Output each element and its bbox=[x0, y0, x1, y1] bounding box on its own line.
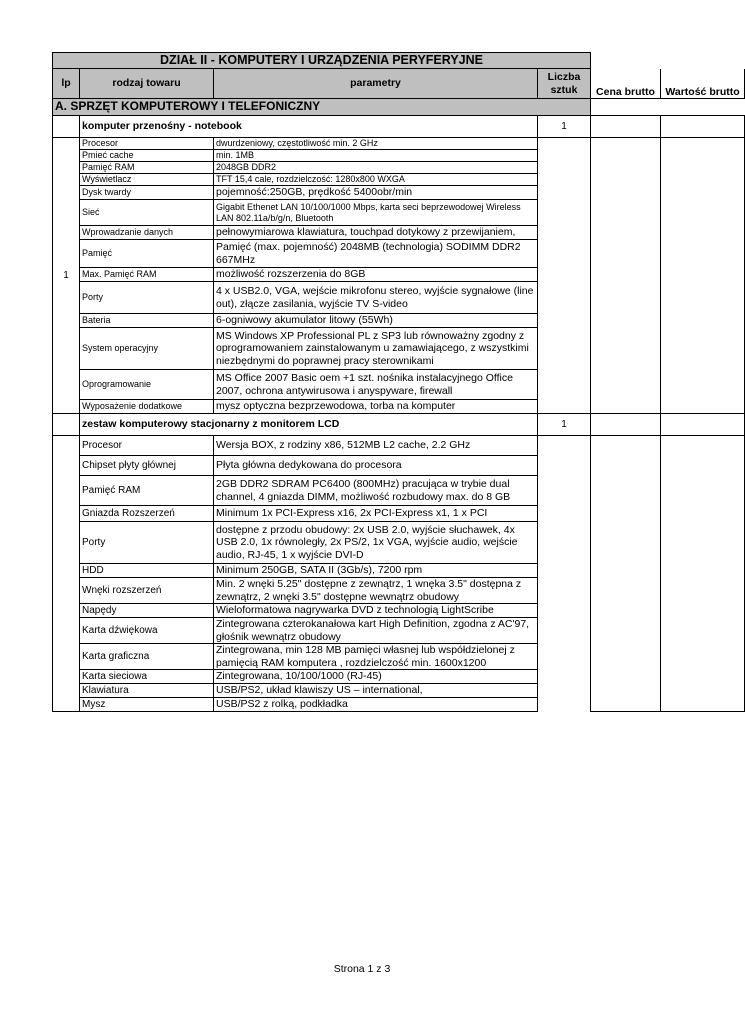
group-name: zestaw komputerowy stacjonarny z monitorem LCD bbox=[80, 414, 538, 436]
param-label: Wprowadzanie danych bbox=[80, 226, 214, 240]
value-cell bbox=[661, 138, 745, 414]
param-label: Procesor bbox=[80, 138, 214, 150]
group-name: komputer przenośny - notebook bbox=[80, 116, 538, 138]
param-label: Wyposażenie dodatkowe bbox=[80, 400, 214, 414]
param-value: Minimum 1x PCI-Express x16, 2x PCI-Express x1, 1 x PCI bbox=[214, 506, 538, 522]
table-title: DZIAŁ II - KOMPUTERY I URZĄDZENIA PERYFERYJNE bbox=[53, 53, 591, 69]
param-value: Zintegrowana, min 128 MB pamięci własnej lub współdzielonej z pamięcią RAM komputera , rozdzielczość min. 1600x1200 bbox=[214, 644, 538, 670]
group-header-row bbox=[53, 414, 745, 436]
param-label: Porty bbox=[80, 522, 214, 564]
param-value: mysz optyczna bezprzewodowa, torba na komputer bbox=[214, 400, 538, 414]
group-value-cell bbox=[661, 116, 745, 138]
param-value: MS Windows XP Professional PL z SP3 lub równoważny zgodny z oprogramowaniem zainstalowanym u zamawiającego, z wszystkimi niezbędnymi do poprawnej pracy sterownikami bbox=[214, 328, 538, 370]
lp-cell bbox=[53, 436, 80, 712]
param-label: Pamięć RAM bbox=[80, 476, 214, 506]
param-label: Pmieć cache bbox=[80, 150, 214, 162]
group-header-row bbox=[53, 116, 745, 138]
param-value: dwurdzeniowy, częstotliwość min. 2 GHz bbox=[214, 138, 538, 150]
group-value-cell bbox=[661, 414, 745, 436]
param-label: Sieć bbox=[80, 200, 214, 226]
param-label: Pamięć RAM bbox=[80, 162, 214, 174]
param-value: Zintegrowana czterokanałowa kart High Definition, zgodna z AC'97, głośnik wewnątrz obudowy bbox=[214, 618, 538, 644]
param-label: Mysz bbox=[80, 698, 214, 712]
param-label: Porty bbox=[80, 282, 214, 314]
lp-cell: 1 bbox=[53, 138, 80, 414]
group-price-cell bbox=[591, 116, 661, 138]
param-value: MS Office 2007 Basic oem +1 szt. nośnika instalacyjnego Office 2007, ochrona antywirusowa i anyspyware, firewall bbox=[214, 370, 538, 400]
param-value: USB/PS2, układ klawiszy US – international, bbox=[214, 684, 538, 698]
param-label: Klawiatura bbox=[80, 684, 214, 698]
value-cell bbox=[661, 436, 745, 712]
group-price-cell bbox=[591, 414, 661, 436]
section-title: A. SPRZĘT KOMPUTEROWY I TELEFONICZNY bbox=[53, 99, 591, 116]
param-value: możliwość rozszerzenia do 8GB bbox=[214, 268, 538, 282]
param-label: Oprogramowanie bbox=[80, 370, 214, 400]
param-label: Pamięć bbox=[80, 240, 214, 268]
header-liczba: Liczba sztuk bbox=[538, 69, 591, 99]
param-value: Wieloformatowa nagrywarka DVD z technologią LightScribe bbox=[214, 604, 538, 618]
table-row bbox=[53, 436, 745, 456]
param-value: Wersja BOX, z rodziny x86, 512MB L2 cache, 2.2 GHz bbox=[214, 436, 538, 456]
group-qty: 1 bbox=[538, 414, 591, 436]
param-label: Karta sieciowa bbox=[80, 670, 214, 684]
param-label: Bateria bbox=[80, 314, 214, 328]
param-value: 2GB DDR2 SDRAM PC6400 (800MHz) pracująca w trybie dual channel, 4 gniazda DIMM, możliwość rozbudowy max. do 8 GB bbox=[214, 476, 538, 506]
header-rodzaj: rodzaj towaru bbox=[80, 69, 214, 99]
param-label: Karta dźwiękowa bbox=[80, 618, 214, 644]
param-value: 6-ogniwowy akumulator litowy (55Wh) bbox=[214, 314, 538, 328]
param-label: Procesor bbox=[80, 436, 214, 456]
param-label: Wnęki rozszerzeń bbox=[80, 578, 214, 604]
param-label: Gniazda Rozszerzeń bbox=[80, 506, 214, 522]
param-value: Gigabit Ethenet LAN 10/100/1000 Mbps, karta seci beprzewodowej Wireless LAN 802.11a/b/g/n, Bluetooth bbox=[214, 200, 538, 226]
param-value: Zintegrowana, 10/100/1000 (RJ-45) bbox=[214, 670, 538, 684]
table-row bbox=[53, 138, 745, 150]
param-label: Chipset płyty głównej bbox=[80, 456, 214, 476]
param-label: Dysk twardy bbox=[80, 186, 214, 200]
param-label: Wyświetlacz bbox=[80, 174, 214, 186]
price-cell bbox=[591, 138, 661, 414]
param-value: 2048GB DDR2 bbox=[214, 162, 538, 174]
param-label: Karta graficzna bbox=[80, 644, 214, 670]
param-value: Min. 2 wnęki 5.25" dostępne z zewnątrz, 1 wnęka 3.5" dostępna z zewnątrz, 2 wnęki 3.5" dostępne wewnątrz obudowy bbox=[214, 578, 538, 604]
param-value: TFT 15,4 cale, rozdzielczość: 1280x800 WXGA bbox=[214, 174, 538, 186]
param-label: System operacyjny bbox=[80, 328, 214, 370]
param-value: pełnowymiarowa klawiatura, touchpad dotykowy z przewijaniem, bbox=[214, 226, 538, 240]
header-parametry: parametry bbox=[214, 69, 538, 99]
price-table bbox=[52, 52, 745, 712]
page-footer: Strona 1 z 3 bbox=[333, 963, 391, 975]
param-value: Pamięć (max. pojemność) 2048MB (technologia) SODIMM DDR2 667MHz bbox=[214, 240, 538, 268]
param-value: pojemność:250GB, prędkość 5400obr/min bbox=[214, 186, 538, 200]
param-value: min. 1MB bbox=[214, 150, 538, 162]
param-value: dostępne z przodu obudowy: 2x USB 2.0, wyjście słuchawek, 4x USB 2.0, 1x równoległy, 2x PS/2, 1x VGA, wyjście audio, wejście audio, RJ-45, 1 x wyjście DVI-D bbox=[214, 522, 538, 564]
group-qty: 1 bbox=[538, 116, 591, 138]
param-value: USB/PS2 z rolką, podkładka bbox=[214, 698, 538, 712]
header-lp: lp bbox=[53, 69, 80, 99]
param-value: Minimum 250GB, SATA II (3Gb/s), 7200 rpm bbox=[214, 564, 538, 578]
header-cena: Cena brutto bbox=[591, 69, 661, 99]
param-label: HDD bbox=[80, 564, 214, 578]
param-label: Max. Pamięć RAM bbox=[80, 268, 214, 282]
param-label: Napędy bbox=[80, 604, 214, 618]
header-wartosc: Wartość brutto bbox=[661, 69, 745, 99]
param-value: Płyta główna dedykowana do procesora bbox=[214, 456, 538, 476]
param-value: 4 x USB2.0, VGA, wejście mikrofonu stereo, wyjście sygnałowe (line out), złącze zasilania, wyjście TV S-video bbox=[214, 282, 538, 314]
price-cell bbox=[591, 436, 661, 712]
